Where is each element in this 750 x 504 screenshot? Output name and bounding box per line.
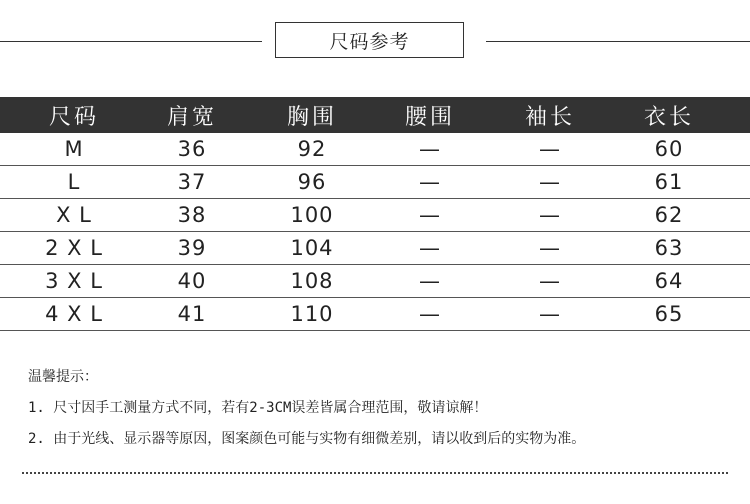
cell-sleeve: — <box>539 302 561 326</box>
header-chest: 胸围 <box>286 104 338 130</box>
cell-length: 65 <box>654 302 684 326</box>
page-title: 尺码参考 <box>275 22 464 58</box>
size-table <box>0 97 750 331</box>
dotted-divider <box>22 472 728 474</box>
cell-length: 60 <box>654 137 684 161</box>
cell-shoulder: 41 <box>177 302 207 326</box>
header-waist: 腰围 <box>404 104 456 130</box>
cell-chest: 96 <box>297 170 327 194</box>
cell-shoulder: 40 <box>177 269 207 293</box>
cell-sleeve: — <box>539 203 561 227</box>
header-sleeve: 袖长 <box>524 104 576 130</box>
cell-size: X L <box>56 203 92 227</box>
tip-color: 2. 由于光线、显示器等原因，图案颜色可能与实物有细微差别，请以收到后的实物为准。 <box>28 431 586 447</box>
table-row <box>0 133 750 166</box>
cell-waist: — <box>419 302 441 326</box>
cell-length: 61 <box>654 170 684 194</box>
header-size: 尺码 <box>48 104 100 130</box>
cell-sleeve: — <box>539 170 561 194</box>
cell-waist: — <box>419 137 441 161</box>
cell-shoulder: 39 <box>177 236 207 260</box>
title-divider-left <box>0 41 262 42</box>
table-header <box>0 97 750 133</box>
cell-waist: — <box>419 170 441 194</box>
cell-shoulder: 38 <box>177 203 207 227</box>
cell-shoulder: 36 <box>177 137 207 161</box>
header-length: 衣长 <box>643 104 695 130</box>
cell-waist: — <box>419 203 441 227</box>
title-section <box>0 22 750 60</box>
title-divider-right <box>486 41 750 42</box>
cell-length: 64 <box>654 269 684 293</box>
cell-chest: 100 <box>290 203 334 227</box>
cell-chest: 108 <box>290 269 334 293</box>
header-shoulder: 肩宽 <box>166 104 218 130</box>
cell-sleeve: — <box>539 236 561 260</box>
tips-section <box>28 366 585 459</box>
cell-size: 2 X L <box>45 236 103 260</box>
table-row <box>0 232 750 265</box>
cell-sleeve: — <box>539 269 561 293</box>
cell-waist: — <box>419 236 441 260</box>
tip-measurement: 1. 尺寸因手工测量方式不同，若有2-3CM误差皆属合理范围，敬请谅解！ <box>28 400 488 416</box>
cell-size: 3 X L <box>45 269 103 293</box>
cell-waist: — <box>419 269 441 293</box>
cell-chest: 92 <box>297 137 327 161</box>
cell-size: M <box>64 137 84 161</box>
table-row <box>0 166 750 199</box>
cell-sleeve: — <box>539 137 561 161</box>
cell-length: 62 <box>654 203 684 227</box>
cell-size: 4 X L <box>45 302 103 326</box>
cell-shoulder: 37 <box>177 170 207 194</box>
cell-chest: 110 <box>290 302 334 326</box>
cell-length: 63 <box>654 236 684 260</box>
cell-size: L <box>67 170 81 194</box>
table-row <box>0 265 750 298</box>
cell-chest: 104 <box>290 236 334 260</box>
table-row <box>0 199 750 232</box>
table-row <box>0 298 750 331</box>
tips-heading: 温馨提示： <box>28 369 98 385</box>
